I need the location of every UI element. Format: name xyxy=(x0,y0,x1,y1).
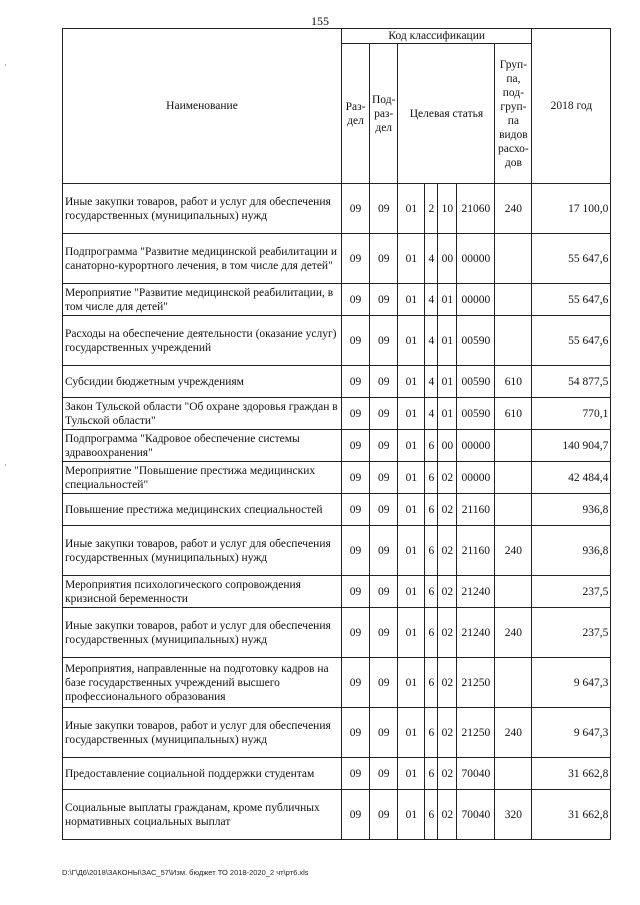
row-razdel: 09 xyxy=(342,366,370,398)
row-amount: 55 647,6 xyxy=(532,316,611,366)
row-target-event: 02 xyxy=(438,494,457,526)
row-target-direction: 00590 xyxy=(457,398,495,430)
row-amount: 55 647,6 xyxy=(532,234,611,284)
row-expense-group xyxy=(495,494,532,526)
row-razdel: 09 xyxy=(342,576,370,608)
table-row xyxy=(63,430,611,462)
row-target-subprogram: 6 xyxy=(425,526,438,576)
row-razdel: 09 xyxy=(342,790,370,840)
row-razdel: 09 xyxy=(342,398,370,430)
row-amount: 31 662,8 xyxy=(532,758,611,790)
table-row xyxy=(63,608,611,658)
row-amount: 9 647,3 xyxy=(532,658,611,708)
row-target-program: 01 xyxy=(398,758,425,790)
row-name: Подпрограмма "Развитие медицинской реабилитации и санаторно-курортного лечения, в том числе для детей" xyxy=(63,234,342,284)
scan-edge-mark: · xyxy=(4,460,7,470)
row-target-program: 01 xyxy=(398,234,425,284)
row-podrazdel: 09 xyxy=(370,608,398,658)
row-podrazdel: 09 xyxy=(370,526,398,576)
row-target-event: 01 xyxy=(438,366,457,398)
row-expense-group: 320 xyxy=(495,790,532,840)
budget-table xyxy=(62,28,611,840)
row-amount: 42 484,4 xyxy=(532,462,611,494)
row-target-program: 01 xyxy=(398,430,425,462)
row-amount: 237,5 xyxy=(532,608,611,658)
scan-edge-mark: · xyxy=(4,60,7,70)
row-name: Предоставление социальной поддержки студентам xyxy=(63,758,342,790)
col-header-razdel: Раз- дел xyxy=(342,44,370,184)
table-row xyxy=(63,576,611,608)
row-target-program: 01 xyxy=(398,526,425,576)
row-expense-group xyxy=(495,430,532,462)
row-amount: 31 662,8 xyxy=(532,790,611,840)
row-target-program: 01 xyxy=(398,708,425,758)
row-name: Повышение престижа медицинских специальностей xyxy=(63,494,342,526)
row-target-subprogram: 4 xyxy=(425,366,438,398)
row-target-event: 02 xyxy=(438,708,457,758)
row-razdel: 09 xyxy=(342,234,370,284)
row-target-direction: 00000 xyxy=(457,284,495,316)
row-razdel: 09 xyxy=(342,430,370,462)
row-target-subprogram: 6 xyxy=(425,576,438,608)
row-target-subprogram: 4 xyxy=(425,234,438,284)
row-target-event: 02 xyxy=(438,790,457,840)
table-row xyxy=(63,284,611,316)
row-name: Мероприятие "Развитие медицинской реабилитации, в том числе для детей" xyxy=(63,284,342,316)
row-name: Субсидии бюджетным учреждениям xyxy=(63,366,342,398)
row-amount: 140 904,7 xyxy=(532,430,611,462)
row-target-subprogram: 6 xyxy=(425,608,438,658)
row-target-direction: 00000 xyxy=(457,234,495,284)
row-target-event: 02 xyxy=(438,462,457,494)
row-target-direction: 00590 xyxy=(457,366,495,398)
row-razdel: 09 xyxy=(342,758,370,790)
row-expense-group: 240 xyxy=(495,608,532,658)
table-row xyxy=(63,462,611,494)
row-target-direction: 21250 xyxy=(457,658,495,708)
row-target-program: 01 xyxy=(398,316,425,366)
row-target-event: 02 xyxy=(438,758,457,790)
row-name: Социальные выплаты гражданам, кроме публичных нормативных социальных выплат xyxy=(63,790,342,840)
row-razdel: 09 xyxy=(342,316,370,366)
row-target-program: 01 xyxy=(398,790,425,840)
row-expense-group xyxy=(495,462,532,494)
row-target-program: 01 xyxy=(398,284,425,316)
row-target-event: 01 xyxy=(438,316,457,366)
row-name: Иные закупки товаров, работ и услуг для обеспечения государственных (муниципальных) нужд xyxy=(63,608,342,658)
row-expense-group: 610 xyxy=(495,398,532,430)
row-target-subprogram: 6 xyxy=(425,430,438,462)
row-razdel: 09 xyxy=(342,494,370,526)
row-podrazdel: 09 xyxy=(370,462,398,494)
row-razdel: 09 xyxy=(342,284,370,316)
table-row xyxy=(63,316,611,366)
row-amount: 54 877,5 xyxy=(532,366,611,398)
row-podrazdel: 09 xyxy=(370,398,398,430)
row-amount: 55 647,6 xyxy=(532,284,611,316)
row-target-event: 02 xyxy=(438,608,457,658)
row-target-direction: 21240 xyxy=(457,608,495,658)
row-expense-group: 610 xyxy=(495,366,532,398)
row-target-event: 02 xyxy=(438,658,457,708)
col-header-podrazdel: Под- раз- дел xyxy=(370,44,398,184)
row-podrazdel: 09 xyxy=(370,790,398,840)
row-expense-group xyxy=(495,658,532,708)
row-target-event: 00 xyxy=(438,430,457,462)
row-expense-group xyxy=(495,758,532,790)
row-podrazdel: 09 xyxy=(370,494,398,526)
row-expense-group xyxy=(495,316,532,366)
table-row xyxy=(63,526,611,576)
row-target-direction: 21060 xyxy=(457,184,495,234)
row-target-program: 01 xyxy=(398,462,425,494)
row-target-program: 01 xyxy=(398,576,425,608)
row-target-subprogram: 6 xyxy=(425,462,438,494)
row-target-event: 10 xyxy=(438,184,457,234)
row-name: Расходы на обеспечение деятельности (оказание услуг) государственных учреждений xyxy=(63,316,342,366)
table-row xyxy=(63,398,611,430)
col-header-year: 2018 год xyxy=(532,29,611,184)
row-name: Закон Тульской области "Об охране здоровья граждан в Тульской области" xyxy=(63,398,342,430)
row-razdel: 09 xyxy=(342,708,370,758)
row-name: Подпрограмма "Кадровое обеспечение системы здравоохранения" xyxy=(63,430,342,462)
row-target-event: 00 xyxy=(438,234,457,284)
table-row xyxy=(63,494,611,526)
row-podrazdel: 09 xyxy=(370,758,398,790)
table-row xyxy=(63,184,611,234)
row-target-subprogram: 6 xyxy=(425,758,438,790)
row-target-subprogram: 6 xyxy=(425,494,438,526)
row-name: Мероприятия психологического сопровождения кризисной беременности xyxy=(63,576,342,608)
row-podrazdel: 09 xyxy=(370,658,398,708)
row-name: Мероприятие "Повышение престижа медицинских специальностей" xyxy=(63,462,342,494)
row-target-direction: 21240 xyxy=(457,576,495,608)
row-podrazdel: 09 xyxy=(370,284,398,316)
row-name: Иные закупки товаров, работ и услуг для обеспечения государственных (муниципальных) нужд xyxy=(63,526,342,576)
row-expense-group: 240 xyxy=(495,526,532,576)
row-podrazdel: 09 xyxy=(370,708,398,758)
row-target-event: 01 xyxy=(438,398,457,430)
row-amount: 237,5 xyxy=(532,576,611,608)
row-target-event: 01 xyxy=(438,284,457,316)
row-amount: 9 647,3 xyxy=(532,708,611,758)
row-target-direction: 21250 xyxy=(457,708,495,758)
table-row xyxy=(63,658,611,708)
row-razdel: 09 xyxy=(342,526,370,576)
row-target-subprogram: 6 xyxy=(425,790,438,840)
row-target-direction: 21160 xyxy=(457,526,495,576)
col-header-code: Код классификации xyxy=(342,29,532,44)
row-target-program: 01 xyxy=(398,494,425,526)
col-header-target: Целевая статья xyxy=(398,44,495,184)
file-path-footer: D:\Г\Д6\2018\ЗАКОНЫ\ЗАС_57\Изм. бюджет ТО 2018-2020_2 чт\рт6.xls xyxy=(62,868,309,877)
row-amount: 936,8 xyxy=(532,526,611,576)
row-target-subprogram: 6 xyxy=(425,708,438,758)
row-target-subprogram: 4 xyxy=(425,316,438,366)
row-expense-group: 240 xyxy=(495,708,532,758)
row-target-direction: 70040 xyxy=(457,790,495,840)
row-podrazdel: 09 xyxy=(370,316,398,366)
row-target-event: 02 xyxy=(438,576,457,608)
row-target-program: 01 xyxy=(398,658,425,708)
row-expense-group xyxy=(495,576,532,608)
row-target-program: 01 xyxy=(398,398,425,430)
row-razdel: 09 xyxy=(342,658,370,708)
table-row xyxy=(63,366,611,398)
row-target-program: 01 xyxy=(398,366,425,398)
row-podrazdel: 09 xyxy=(370,234,398,284)
row-amount: 17 100,0 xyxy=(532,184,611,234)
row-amount: 770,1 xyxy=(532,398,611,430)
row-podrazdel: 09 xyxy=(370,430,398,462)
table-row xyxy=(63,708,611,758)
row-razdel: 09 xyxy=(342,184,370,234)
row-target-program: 01 xyxy=(398,608,425,658)
row-podrazdel: 09 xyxy=(370,366,398,398)
row-amount: 936,8 xyxy=(532,494,611,526)
page-number: 155 xyxy=(311,14,329,28)
table-row xyxy=(63,790,611,840)
row-target-direction: 00000 xyxy=(457,430,495,462)
row-podrazdel: 09 xyxy=(370,576,398,608)
col-header-group: Груп- па, под- груп- па видов расхо- дов xyxy=(495,44,532,184)
row-expense-group: 240 xyxy=(495,184,532,234)
row-target-subprogram: 4 xyxy=(425,284,438,316)
row-expense-group xyxy=(495,284,532,316)
row-name: Иные закупки товаров, работ и услуг для обеспечения государственных (муниципальных) нужд xyxy=(63,708,342,758)
row-target-subprogram: 2 xyxy=(425,184,438,234)
row-razdel: 09 xyxy=(342,462,370,494)
row-podrazdel: 09 xyxy=(370,184,398,234)
row-razdel: 09 xyxy=(342,608,370,658)
row-name: Иные закупки товаров, работ и услуг для обеспечения государственных (муниципальных) нужд xyxy=(63,184,342,234)
col-header-name: Наименование xyxy=(63,29,342,184)
row-target-direction: 21160 xyxy=(457,494,495,526)
table-row xyxy=(63,234,611,284)
row-target-subprogram: 4 xyxy=(425,398,438,430)
row-target-event: 02 xyxy=(438,526,457,576)
row-target-direction: 70040 xyxy=(457,758,495,790)
row-target-direction: 00590 xyxy=(457,316,495,366)
row-name: Мероприятия, направленные на подготовку кадров на базе государственных учреждений высшего профессионального образования xyxy=(63,658,342,708)
row-target-subprogram: 6 xyxy=(425,658,438,708)
row-target-program: 01 xyxy=(398,184,425,234)
row-target-direction: 00000 xyxy=(457,462,495,494)
row-expense-group xyxy=(495,234,532,284)
table-row xyxy=(63,758,611,790)
